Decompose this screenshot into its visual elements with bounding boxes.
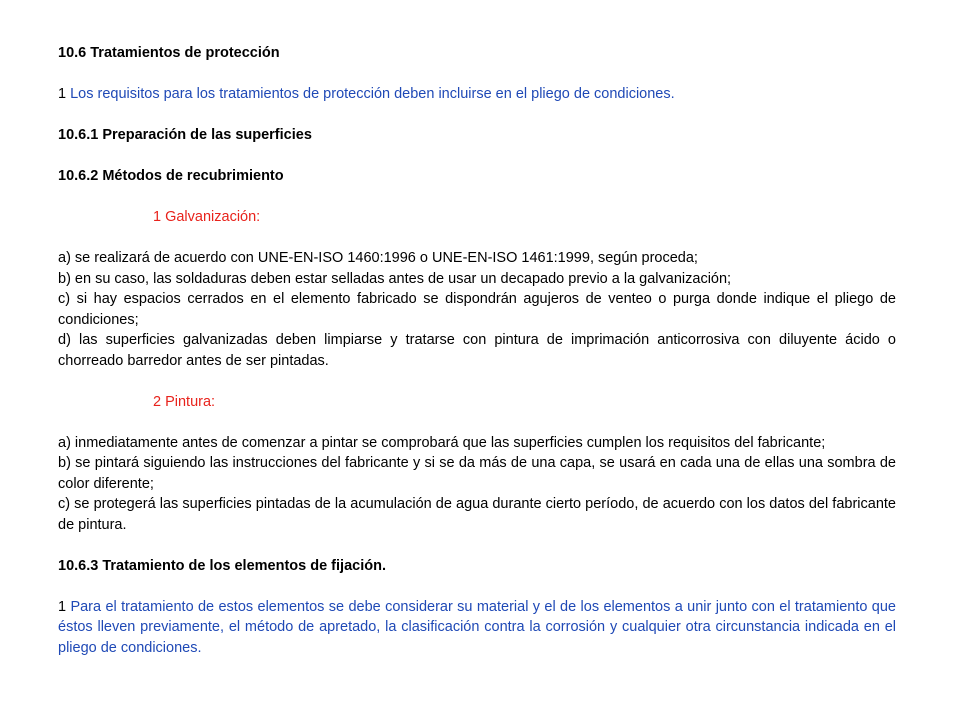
- pintura-item-b: b) se pintará siguiendo las instrucciones del fabricante y si se da más de una capa, se usará en cada una de ellas una sombra de color diferente;: [58, 455, 896, 492]
- section-heading-10-6: 10.6 Tratamientos de protección: [58, 45, 280, 61]
- pintura-item-c: c) se protegerá las superficies pintadas de la acumulación de agua durante cierto período, de acuerdo con los datos del fabricante de pintura.: [58, 496, 896, 533]
- section-10-6-paragraph-1: [58, 84, 896, 105]
- section-10-6-3-paragraph-1: [58, 597, 896, 659]
- galvanizacion-item-b: b) en su caso, las soldaduras deben estar selladas antes de usar un decapado previo a la galvanización;: [58, 270, 732, 287]
- section-heading-10-6-1: 10.6.1 Preparación de las superficies: [58, 127, 312, 143]
- paragraph-text: Los requisitos para los tratamientos de protección deben incluirse en el pliego de condiciones.: [66, 86, 675, 102]
- galvanizacion-label: 1 Galvanización:: [153, 209, 261, 225]
- galvanizacion-item-a: a) se realizará de acuerdo con UNE-EN-ISO 1460:1996 o UNE-EN-ISO 1461:1999, según proceda;: [58, 250, 698, 266]
- galvanizacion-item-c: c) si hay espacios cerrados en el elemento fabricado se dispondrán agujeros de venteo o purga donde indique el pliego de condiciones;: [58, 291, 896, 328]
- paragraph-number: 1: [58, 86, 67, 102]
- section-heading-10-6-3: 10.6.3 Tratamiento de los elementos de fijación.: [58, 557, 386, 574]
- pintura-item-a: a) inmediatamente antes de comenzar a pintar se comprobará que las superficies cumplen los requisitos del fabricante;: [58, 434, 826, 451]
- document-page: [58, 43, 896, 658]
- paragraph-text: Para el tratamiento de estos elementos se debe considerar su material y el de los elementos a unir junto con el tratamiento que éstos lleven previamente, el método de apretado, la clasificación contra la corrosión y cualquier otra circunstancia indicada en el pliego de condiciones.: [58, 598, 896, 656]
- section-heading-10-6-2: 10.6.2 Métodos de recubrimiento: [58, 168, 284, 184]
- galvanizacion-item-d: d) las superficies galvanizadas deben limpiarse y tratarse con pintura de imprimación anticorrosiva con diluyente ácido o chorreado barredor antes de ser pintadas.: [58, 332, 896, 369]
- pintura-label: 2 Pintura:: [153, 393, 216, 410]
- paragraph-number: 1: [58, 598, 67, 615]
